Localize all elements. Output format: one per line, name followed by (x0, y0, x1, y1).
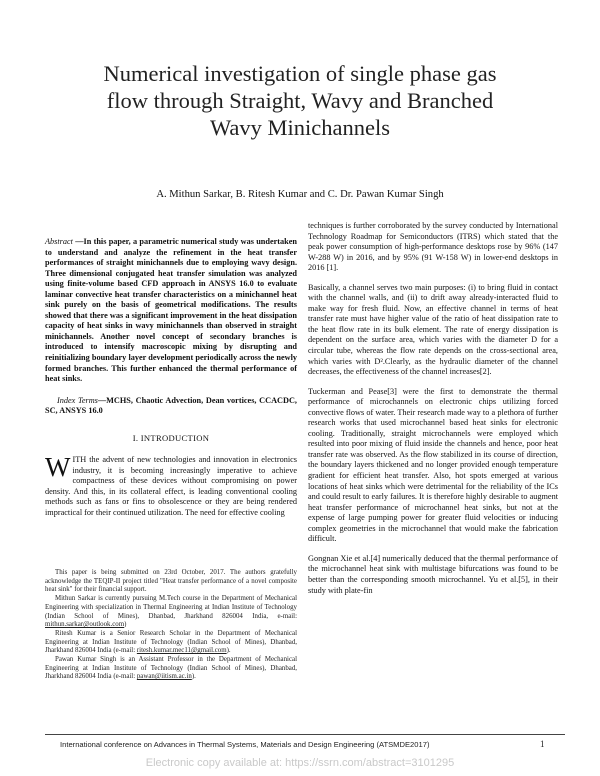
index-terms (45, 396, 297, 417)
drop-cap: W (45, 452, 71, 483)
footnote-text: ). (191, 673, 196, 681)
email-link[interactable]: mithun.sarkar@outlook.com (45, 621, 125, 629)
index-terms-text: —MCHS, Chaotic Advection, Dean vortices, CCACDC, SC, ANSYS 16.0 (45, 395, 297, 416)
section-heading: I. INTRODUCTION (132, 432, 210, 443)
right-column (308, 221, 558, 596)
footnote-ritesh (45, 630, 297, 656)
conference-footer: International conference on Advances in Thermal Systems, Materials and Design Engineering (ATSMDE2017) (60, 740, 430, 749)
author-list: A. Mithun Sarkar, B. Ritesh Kumar and C. Dr. Pawan Kumar Singh (156, 189, 444, 200)
left-column (45, 237, 297, 519)
footnote-text: Mithun Sarkar is currently pursuing M.Tech course in the Department of Mechanical Engineering with specialization in Thermal Engineering at Indian Institute of Technology (Indian School of Mines), Dhanbad, Jharkhand 826004 India, e-mail: (45, 595, 297, 620)
title-line: flow through Straight, Wavy and Branched (106, 88, 494, 113)
body-paragraph: Basically, a channel serves two main purposes: (i) to bring fluid in contact with the channel walls, and (ii) to drift away already-interacted fluid to make way for fresh fluid. Now, an effective channel in terms of heat transfer rate must have higher value of the ratio of heat dissipation rate to the heat flow rate in its bulk element. The rate of energy dissipation is dependent on the surface area, which varies with the diameter D for a circular tube, whereas the flow rate depends on the cross-sectional area, which varies with D².Clearly, as the hydraulic diameter of the channel decreases, the effectiveness of the channel increases[2]. (308, 282, 558, 377)
page-number: 1 (540, 739, 545, 749)
email-link[interactable]: pawan@iitism.ac.in (136, 673, 192, 681)
abstract-lead: Abstract (45, 237, 73, 246)
footnotes (45, 569, 297, 682)
footnote-submitted (45, 569, 297, 595)
body-paragraph: Gongnan Xie et al.[4] numerically deduced that the thermal performance of the microchannel heat sink with multistage bifurcations was found to be better than the corresponding smooth microchannel. Yu et al.[5], in their study with plate-fin (308, 553, 558, 595)
ssrn-notice[interactable]: Electronic copy available at: https://ssrn.com/abstract=3101295 (145, 757, 455, 769)
footnote-text: ). (226, 647, 231, 655)
intro-text: ITH the advent of new technologies and innovation in electronics industry, it is becoming increasingly imperative to achieve compactness of these devices without compromising on power density. And this, in its collateral effect, is leading conventional cooling methods such as fans or fins to obsolescence or they are being rendered impractical for their continued utilization. The need for effective cooling (45, 455, 297, 518)
footnote-text: Pawan Kumar Singh is an Assistant Professor in the Department of Mechanical Engineering at Indian Institute of Technology (Indian School of Mines), Dhanbad, Jharkhand 826004 India (e-mail: (45, 656, 297, 681)
paper-title (60, 60, 540, 141)
abstract (45, 237, 297, 385)
footnote-text: Ritesh Kumar is a Senior Research Scholar in the Department of Mechanical Engineering at Indian Institute of Technology (Indian School of Mines), Dhanbad, Jharkhand 826004 India (e-mail: (45, 629, 297, 655)
email-link[interactable]: ritesh.kumar.mec11@gmail.com (136, 647, 227, 655)
title-line: Numerical investigation of single phase gas (103, 61, 497, 86)
title-line: Wavy Minichannels (209, 115, 391, 140)
intro-paragraph (45, 452, 297, 518)
index-terms-lead: Index Terms (57, 395, 98, 405)
footnote-pawan (45, 656, 297, 682)
footnote-text: ) (124, 621, 127, 629)
footer-divider (45, 734, 565, 735)
body-paragraph: techniques is further corroborated by the survey conducted by International Technology Roadmap for Semiconductors (ITRS) which stated that the peak power consumption of high-performance desktops rose by 96% (147 W-288 W) in 2016, and by 95% (91 W-158 W) in lower-end desktops in 2016 [1]. (308, 221, 558, 273)
body-paragraph: Tuckerman and Pease[3] were the first to demonstrate the thermal performance of microchannels on electronic chips utilizing forced convective flows of water. Their research made way to a plethora of further research works that used microchannel based heat sinks for electronic cooling. Traditionally, straight microchannels were employed which resulted into poor mixing of fluid inside the channels and hence, poor heat transfer rate was observed. As the flow stabilized in its course of direction, the boundary layers thickened and no longer provided enough temperature gradient for efficient heat transfer. Also, hot spots emerged at various locations of heat sinks which were detrimental for the reliability of the ICs and could result to early failures. It is therefore highly desirable to augment heat transfer performance of microchannel heat sinks, but not at the expense of large pumping power for greater fluid velocities or inducing complex geometries in the microchannel that would make the fabrication difficult. (308, 386, 558, 544)
abstract-text: —In this paper, a parametric numerical study was undertaken to understand and analyze the refinement in the heat transfer performances of straight minichannels due to employing wavy design. Three dimensional conjugated heat transfer simulation was analyzed using finite-volume based CFD approach in ANSYS 16.0 to evaluate laminar convective heat transfer characteristics on a minichannel heat sink purely on the basis of geometrical modifications. The results showed that there was a significant improvement in the heat dissipation capacity of heat sinks in wavy minichannels than observed in straight minichannels. Another novel concept of secondary branches is introduced to intensify macroscopic mixing by disrupting and reinitializing boundary layer development periodically across the newly formed branches. This further enhanced the thermal performance of heat sinks. (45, 237, 297, 384)
footnote-text: This paper is being submitted on 23rd October, 2017. The authors gratefully acknowledge the TEQIP-II project titled "Heat transfer performance of a novel composite heat sink" for their financial support. (45, 569, 297, 594)
footnote-mithun (45, 595, 297, 630)
